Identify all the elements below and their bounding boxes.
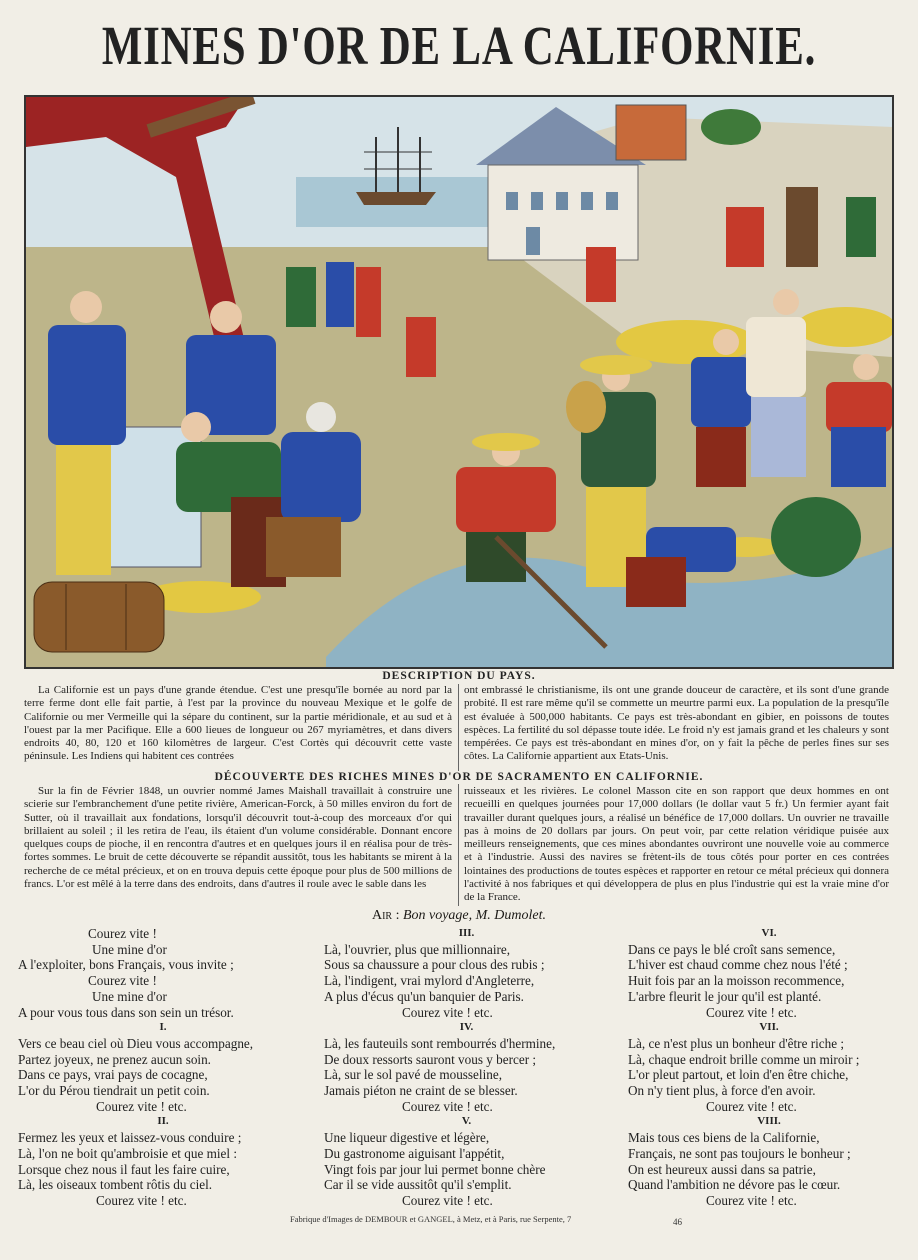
song-line: Là, l'ouvrier, plus que millionnaire, <box>324 941 511 957</box>
page-title: MINES D'OR DE LA CALIFORNIE. <box>101 15 817 76</box>
song-line: Dans ce pays, vrai pays de cocagne, <box>18 1067 208 1083</box>
column-divider <box>458 684 459 771</box>
song-line: L'or pleut partout, et loin d'en être chiche, <box>628 1067 849 1083</box>
column-divider <box>458 784 459 906</box>
song-line: Là, chaque endroit brille comme un miroir ; <box>628 1051 860 1067</box>
song-line: De doux ressorts sauront vous y bercer ; <box>324 1051 537 1067</box>
song-line: Là, l'on ne boit qu'ambroisie et que miel : <box>18 1145 237 1161</box>
song-line: Jamais piéton ne craint de se blesser. <box>324 1083 518 1099</box>
description-left: La Californie est un pays d'une grande étendue. C'est une presqu'île bornée au nord par la terre ferme dont elle fait partie, à l'est par la province du nouveau Mexique et le golfe de Californie ou mer Vermeille qui la sépare du continent, sur la partie méridionale, et au sud et à l'ouest par la mer Pacifique. Elle a 600 lieues de longueur ou 267 myriamètres, et dans divers endroits 40, 80, 120 et 160 kilomètres de largeur. C'est Cortès qui découvrit cette vaste péninsule. Les Indiens qui habitent ces contrées <box>24 684 452 763</box>
song-line: Français, ne sont pas toujours le bonheur ; <box>628 1145 851 1161</box>
song-line: Une liqueur digestive et légère, <box>324 1130 490 1146</box>
song-line: Mais tous ces biens de la Californie, <box>628 1130 820 1146</box>
refrain: Courez vite ! etc. <box>706 1098 797 1114</box>
air-title: Bon voyage, M. Dumolet. <box>402 908 547 923</box>
figure-striped-miner <box>746 289 806 477</box>
song-line: Lorsque chez nous il faut les faire cuire, <box>18 1161 230 1177</box>
song-line: Là, ce n'est plus un bonheur d'être riche ; <box>628 1035 845 1051</box>
refrain: Courez vite ! etc. <box>96 1098 187 1114</box>
refrain: Courez vite ! etc. <box>706 1004 797 1020</box>
song-line: A pour vous tous dans son sein un trésor. <box>18 1004 234 1020</box>
stanza-number: VIII. <box>757 1115 781 1128</box>
stanza-number: III. <box>458 927 475 939</box>
song-line: Fermez les yeux et laissez-vous conduire ; <box>18 1130 242 1146</box>
sheet-number: 46 <box>673 1217 682 1227</box>
song-line: L'hiver est chaud comme chez nous l'été ; <box>628 957 848 973</box>
refrain: Courez vite ! etc. <box>96 1192 187 1208</box>
refrain: Courez vite ! etc. <box>402 1004 493 1020</box>
printer-imprint: Fabrique d'Images de DEMBOUR et GANGEL, à Metz, et à Paris, rue Serpente, 7 <box>290 1214 572 1224</box>
song-line: On n'y tient plus, à force d'en avoir. <box>628 1083 816 1099</box>
song-line: Là, les oiseaux tombent rôtis du ciel. <box>18 1177 213 1193</box>
song-column-3 <box>628 926 910 1209</box>
song-line: Partez joyeux, ne prenez aucun soin. <box>18 1051 211 1067</box>
song-line: Une mine d'or <box>92 988 167 1004</box>
song-line: Car il se vide aussitôt qu'il s'emplit. <box>324 1177 512 1193</box>
refrain: Courez vite ! etc. <box>402 1192 493 1208</box>
song-line: Huit fois par an la moisson recommence, <box>628 973 845 989</box>
gold-pile <box>796 307 892 347</box>
song-line: A plus d'écus qu'un banquier de Paris. <box>324 988 524 1004</box>
song-line: Vingt fois par jour lui permet bonne chère <box>324 1161 546 1177</box>
song-air <box>0 908 918 924</box>
discovery-right: ruisseaux et les rivières. Le colonel Masson cite en son rapport que deux hommes en ont recueilli en quelques journées pour 17,000 dollars (le dollar vaut 5 fr.) Un fermier ayant fait travailler durant quelques jours, a réalisé un bénéfice de 17,000 dollars. Un ouvrier ne travaille pas à moins de 20 dollars par jours. On peut voir, par cette relation véridique puisée aux meilleurs renseignements, que ces mines abondantes ouvriront une nouvelle voie au commerce et à l'industrie. Aussi des navires se frètent-ils de tous côtés pour porter en ces contrées lointaines des productions de toutes espèces et rapporter en retour ce métal précieux qui donnera l'activité à nos fabriques et qui développera de plus en plus l'industrie qui est la vraie mine d'or de la France. <box>464 785 889 904</box>
description-heading: DESCRIPTION DU PAYS. <box>382 670 536 682</box>
song-line: Vers ce beau ciel où Dieu vous accompagne, <box>18 1035 254 1051</box>
song-line: On est heureux aussi dans sa patrie, <box>628 1161 816 1177</box>
refrain: Courez vite ! etc. <box>706 1192 797 1208</box>
stanza-number: VI. <box>761 927 777 939</box>
song-line: Sous sa chaussure a pour clous des rubis ; <box>324 957 545 973</box>
gold-mine-illustration <box>24 95 894 669</box>
song-line: L'arbre fleurit le jour qu'il est planté. <box>628 988 822 1004</box>
song-line: Quand l'ambition ne dévore pas le cœur. <box>628 1177 841 1193</box>
song-line: Là, sur le sol pavé de mousseline, <box>324 1067 502 1083</box>
stanza-number: II. <box>157 1115 169 1128</box>
song-line: Dans ce pays le blé croît sans semence, <box>628 941 836 957</box>
song-line: Une mine d'or <box>92 941 167 957</box>
stanza-number: VII. <box>759 1021 779 1034</box>
stanza-number: I. <box>159 1021 167 1034</box>
stanza-number: V. <box>461 1115 472 1128</box>
song-line: A l'exploiter, bons Français, vous invite ; <box>18 957 234 973</box>
barrel-icon <box>34 582 164 652</box>
song-line: Courez vite ! <box>88 926 157 941</box>
song-line: L'or du Pérou tiendrait un petit coin. <box>18 1083 210 1099</box>
stanza-number: IV. <box>459 1021 474 1034</box>
air-label: Air : <box>371 908 400 923</box>
song-line: Là, l'indigent, vrai mylord d'Angleterre, <box>324 973 535 989</box>
song-column-2 <box>324 926 609 1209</box>
description-right: ont embrassé le christianisme, ils ont une grande douceur de caractère, et ils sont d'une grande probité. Il est rare même qu'il se commette un meurtre parmi eux. La population de la presqu'île est évaluée à 500,000 habitants. Ce pays est très-abondant en gibier, en poissons de toutes espèces. La fertilité du sol dépasse toute idée. Le froid n'y est jamais grand et les chaleurs y sont tempérées. Ce pays est très-abondant en mines d'or, on y fait la pêche de perles fines sur ses côtes. La Californie appartient aux Etats-Unis. <box>464 684 889 763</box>
song-column-1 <box>18 926 308 1209</box>
song-line: Là, les fauteuils sont rembourrés d'hermine, <box>324 1035 556 1051</box>
song-line: Du gastronome aiguisant l'appétit, <box>324 1145 505 1161</box>
song-line: Courez vite ! <box>88 973 157 989</box>
refrain: Courez vite ! etc. <box>402 1098 493 1114</box>
discovery-heading: DÉCOUVERTE DES RICHES MINES D'OR DE SACRAMENTO EN CALIFORNIE. <box>214 771 704 783</box>
discovery-left: Sur la fin de Février 1848, un ouvrier nommé James Maishall travaillait à construire une scierie sur l'embranchement d'une petite rivière, American-Forck, à 50 milles environ du fort de Sutter, où il travaillait aux fondations, lorsqu'il découvrit tout-à-coup des morceaux d'or qui brillaient au soleil ; il les retira de l'eau, ils étaient d'un volume considérable. Donnant encore quelques coups de pioche, il en rencontra d'autres et en quelques jours il en réalisa pour de très-fortes sommes. Le bruit de cette découverte se répandit aussitôt, tous les habitants se mirent à la recherche de ce métal précieux, et on en trouva depuis cette époque pour plus de 500 millions de francs. L'or est mêlé à la terre dans des endroits, dans d'autres il roule avec le sable dans les <box>24 785 452 891</box>
